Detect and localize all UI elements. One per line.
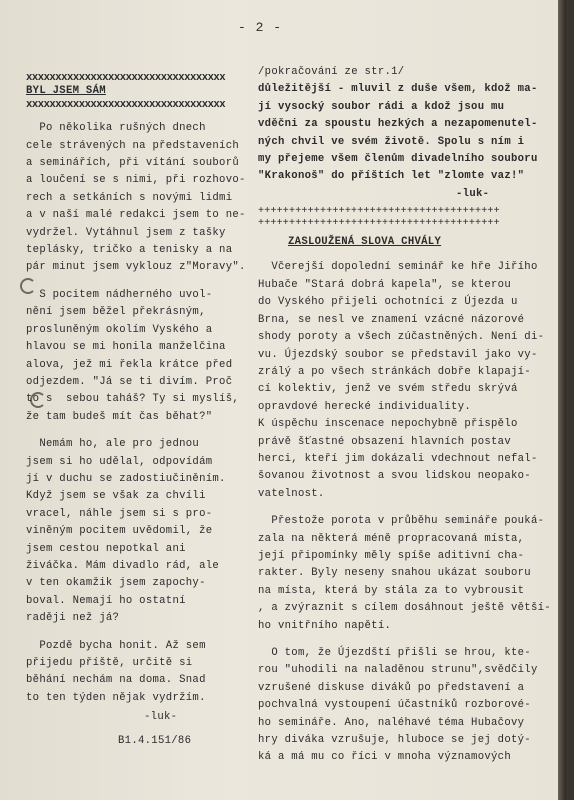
text-line: pár minut jsem vyklouz z"Moravy". [26,261,246,274]
paragraph-3 [258,645,558,767]
text-line: , a zvýraznit s cílem dosáhnout ještě větší- [258,602,551,615]
text-line: a v naší malé redakci jsem to ne- [26,209,246,222]
text-line: jí v duchu se zadostiučiněním. [26,472,226,485]
text-line: zrálý a po všech stránkách dobře klapají- [258,365,531,378]
article-heading-byl-jsem-sam: BYL JSEM SÁM [26,85,106,98]
text-line: cele strávených na představeních [26,139,240,152]
text-line: právě šťastné obsazení hlavních postav [258,435,511,448]
text-line: shody poroty a všech zúčastněných. Není di- [258,331,545,344]
text-line: alova, jež mi řekla krátce před [26,358,233,371]
text-line: pochvalná vystoupení účastníků rozborové- [258,699,531,712]
text-line: teplásky, tričko a tenisky a na [26,244,233,257]
text-line: O tom, že Újezdští přišli se hrou, kte- [258,647,531,659]
article-heading-zaslouzena-slova-chvaly: ZASLOUŽENÁ SLOVA CHVÁLY [288,236,442,249]
text-line: v ten okamžik jsem zapochy- [26,577,206,590]
text-line: Včerejší dopolední seminář ke hře Jiřího [258,261,538,274]
continuation-note: /pokračování ze str.1/ [258,66,405,78]
text-line: nění jsem běžel překrásným, [26,306,206,319]
text-line: důležitější - mluvil z duše všem, kdož ma- [258,83,538,96]
text-line: rech a setkáních s novými lidmi [26,191,233,204]
text-line: Po několika rušných dnech [26,122,206,135]
signature-luk: -luk- [456,187,490,200]
text-line: "Krakonoš" do příštích let "zlomte vaz!" [258,170,525,183]
text-line: ká a má mu co říci v mnoha významových [258,751,511,764]
text-line: běhání nechám na doma. Snad [26,674,206,687]
text-line: cí kolektiv, jenž ve svém středu skrývá [258,383,518,396]
text-line: hry diváka vzrušuje, hluboce se jej dotý- [258,734,531,747]
text-line: K úspěchu inscenace nepochybně přispělo [258,418,518,431]
text-line: Pozdě bycha honit. Až sem [26,639,206,652]
text-line: odjezdem. "Já se ti divím. Proč [26,375,233,388]
text-line: Když jsem se však za chvíli [26,490,206,503]
text-line: boval. Nemají ho ostatní [26,594,186,607]
text-line: opravdové herecké individuality. [258,400,472,413]
x-rule-top: xxxxxxxxxxxxxxxxxxxxxxxxxxxxxxxxxx [26,72,226,84]
page-number: - 2 - [238,20,283,35]
text-line: raději než já? [26,612,120,625]
text-line: že tam budeš mít čas běhat?" [26,410,213,423]
text-line: rou "uhodili na naladěnou strunu",svědčily [258,664,538,677]
left-column [26,70,262,750]
text-line: my přejeme všem členům divadelního souboru [258,153,538,166]
plus-rule: +++++++++++++++++++++++++++++++++++++++ [258,206,500,218]
text-line: vzrušené diskuse diváků po představení a [258,681,525,694]
page-edge-shadow [558,0,566,800]
text-line: přijedu příště, určitě si [26,657,193,669]
text-line: zala na některá méně propracovaná místa, [258,532,525,545]
text-line: rakter. Byly neseny snahou ukázat souboru [258,567,531,580]
text-line: živáčka. Mám divadlo rád, ale [26,559,220,572]
paragraph-2 [26,287,262,426]
text-line: to s sebou taháš? Ty si myslíš, [26,393,240,406]
text-line: Nemám ho, ale pro jednou [26,438,200,451]
paragraph-1 [258,259,558,503]
text-line: jsem cestou nepotkal ani [26,542,186,555]
text-line: S pocitem nádherného uvol- [26,288,213,301]
text-line: jsem si ho udělal, odpovídám [26,455,213,468]
continued-text [258,81,558,185]
text-line: Hubače "Stará dobrá kapela", se kterou [258,278,511,291]
text-line: a seminářích, při vítání souborů [26,157,240,170]
text-line: do Vyského přijeli ochotníci z Újezda u [258,296,518,309]
paragraph-2 [258,513,558,635]
text-line: vracel, náhle jsem si s pro- [26,507,213,520]
text-line: prosluněným okolím Vyského a [26,323,213,336]
text-line: viněným pocitem uvědomil, že [26,525,213,538]
text-line: to ten týden nějak vydržím. [26,691,206,704]
paragraph-3 [26,436,262,627]
plus-rule: +++++++++++++++++++++++++++++++++++++++ [258,217,500,229]
text-line: hlavou se mi honila manželčina [26,341,226,354]
signature-luk: -luk- [144,711,178,724]
right-column [258,64,558,767]
text-line: vu. Újezdský soubor se představil jako vy- [258,348,538,361]
text-line: šovanou životnost a svou lidskou neopako- [258,470,531,483]
text-line: jí vysocký soubor rádi a kdož jsou mu [258,100,505,113]
text-line: a loučení se s nimi, při rozhovo- [26,174,246,187]
text-line: ho semináře. Ano, naléhavé téma Hubačovy [258,716,525,729]
text-line: herci, kteří jim dokázali vdechnout nefal- [258,452,538,465]
text-line: ho vnitřního napětí. [258,619,392,632]
text-line: na místa, která by stála za to vybrousit [258,584,525,597]
text-line: vydržel. Vytáhnul jsem z tašky [26,226,226,239]
x-rule-bottom: xxxxxxxxxxxxxxxxxxxxxxxxxxxxxxxxxx [26,98,226,111]
article-code: B1.4.151/86 [118,734,192,747]
paragraph-4 [26,638,262,708]
text-line: vděčni za spoustu hezkých a nezapomenutel- [258,118,538,131]
text-line: Brna, se nesl ve znamení vzácné názorové [258,313,525,326]
text-line: ných chvil ve svém životě. Spolu s ním i [258,135,525,148]
text-line: její připomínky měly spíše aditivní cha- [258,549,525,562]
text-line: vatelnost. [258,487,325,500]
paragraph-1 [26,120,262,277]
text-line: Přestože porota v průběhu semináře pouká- [258,515,545,528]
